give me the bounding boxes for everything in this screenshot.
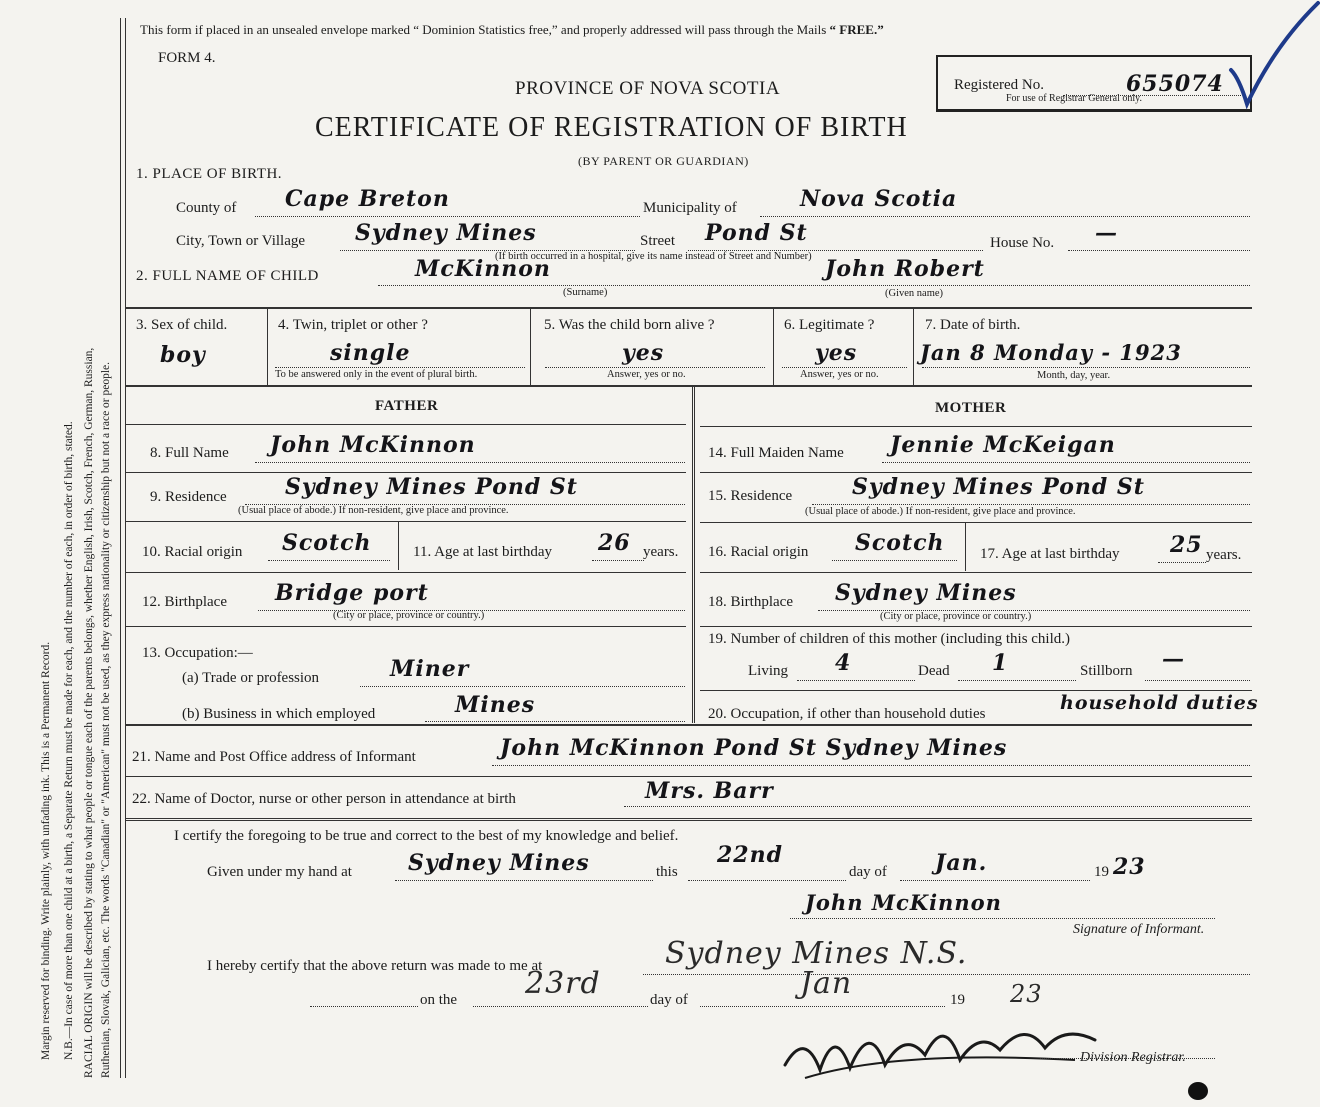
- dob-note: Month, day, year.: [1037, 370, 1111, 381]
- registrar-signature-icon: [775, 1010, 1115, 1085]
- sex-value: boy: [160, 342, 206, 368]
- mother-residence-value: Sydney Mines Pond St: [852, 474, 1145, 500]
- county-value: Cape Breton: [285, 186, 450, 212]
- margin-note-racial-origin: RACIAL ORIGIN will be described by stating to what people or tongue each of the parents belongs, whether English, Irish, Scotch, French, German, Russian,: [83, 347, 95, 1078]
- left-border-inner: [125, 18, 126, 1078]
- dead-line: [958, 680, 1076, 681]
- registered-number-box: [936, 55, 1252, 112]
- county-label: County of: [176, 200, 237, 216]
- registrar-place-line: [643, 974, 1250, 975]
- father-trade-value: Miner: [390, 656, 470, 682]
- reg-month-value: Jan: [800, 966, 853, 1001]
- place-heading: 1. PLACE OF BIRTH.: [136, 166, 283, 182]
- child-surname-value: McKinnon: [415, 256, 551, 282]
- father-rule-5: [126, 626, 686, 627]
- city-value: Sydney Mines: [355, 220, 537, 246]
- given-label: Given under my hand at: [207, 864, 352, 880]
- mother-rule-4: [700, 572, 1252, 573]
- doctor-label: 22. Name of Doctor, nurse or other person in attendance at birth: [132, 791, 516, 807]
- mother-heading: MOTHER: [935, 400, 1007, 416]
- father-race-divider: [398, 522, 399, 570]
- dob-line: [922, 367, 1250, 368]
- registrar-place-value: Sydney Mines N.S.: [665, 936, 968, 971]
- alive-value: yes: [622, 340, 665, 366]
- mother-occupation-value: household duties: [1060, 692, 1259, 714]
- child-name-line: [378, 285, 1250, 286]
- mother-rule-1: [700, 426, 1252, 427]
- father-rule-3: [126, 521, 686, 522]
- father-age-unit: years.: [643, 544, 679, 560]
- informant-value: John McKinnon Pond St Sydney Mines: [500, 735, 1008, 761]
- alive-label: 5. Was the child born alive ?: [544, 317, 715, 333]
- mother-name-label: 14. Full Maiden Name: [708, 445, 844, 461]
- mother-rule-2: [700, 472, 1252, 473]
- child-name-label: 2. FULL NAME OF CHILD: [136, 268, 319, 284]
- father-race-value: Scotch: [282, 530, 372, 556]
- given-place-line: [395, 880, 653, 881]
- facts-top-rule: [126, 307, 1252, 309]
- reg-value: 655074: [1126, 71, 1224, 97]
- alive-note: Answer, yes or no.: [607, 369, 686, 380]
- legitimate-label: 6. Legitimate ?: [784, 317, 875, 333]
- signature-label: Signature of Informant.: [1073, 922, 1205, 937]
- day-line: [688, 880, 846, 881]
- sex-label: 3. Sex of child.: [136, 317, 228, 333]
- child-given-note: (Given name): [885, 288, 944, 299]
- reg-year-prefix: 19: [950, 992, 965, 1008]
- facts-divider-4: [913, 309, 914, 385]
- reg-day-line: [473, 1006, 648, 1007]
- month-value: Jan.: [935, 850, 988, 876]
- father-rule-2: [126, 472, 686, 473]
- dead-value: 1: [992, 650, 1009, 676]
- mother-name-line: [882, 462, 1250, 463]
- twin-label: 4. Twin, triplet or other ?: [278, 317, 428, 333]
- signature-line: [790, 918, 1215, 919]
- municipality-value: Nova Scotia: [800, 186, 958, 212]
- living-line: [797, 680, 915, 681]
- mother-residence-line: [812, 504, 1250, 505]
- mother-birthplace-label: 18. Birthplace: [708, 594, 793, 610]
- month-line: [900, 880, 1090, 881]
- mother-race-label: 16. Racial origin: [708, 544, 809, 560]
- legitimate-value: yes: [815, 340, 858, 366]
- day-of-label: day of: [849, 864, 887, 880]
- dob-label: 7. Date of birth.: [925, 317, 1021, 333]
- twin-line: [275, 367, 525, 368]
- dob-value: Jan 8 Monday - 1923: [920, 340, 1182, 365]
- informant-label: 21. Name and Post Office address of Informant: [132, 749, 416, 765]
- house-label: House No.: [990, 235, 1055, 251]
- facts-divider-2: [530, 309, 531, 385]
- municipality-label: Municipality of: [643, 200, 737, 216]
- day-value: 22nd: [717, 842, 783, 868]
- alive-line: [545, 367, 765, 368]
- house-line: [1068, 250, 1250, 251]
- street-value: Pond St: [705, 220, 808, 246]
- father-heading: FATHER: [375, 398, 439, 414]
- mother-race-value: Scotch: [855, 530, 945, 556]
- year-value: 23: [1113, 854, 1146, 880]
- father-birthplace-label: 12. Birthplace: [142, 594, 227, 610]
- twin-value: single: [330, 340, 411, 366]
- doctor-rule: [126, 818, 1252, 821]
- registrar-statement: I hereby certify that the above return was made to me at: [207, 958, 543, 974]
- mother-birthplace-value: Sydney Mines: [835, 580, 1017, 606]
- on-the-prefix-line: [310, 1006, 418, 1007]
- reg-label: Registered No.: [954, 77, 1044, 93]
- municipality-line: [760, 216, 1250, 217]
- informant-rule: [126, 776, 1252, 777]
- on-the-label: on the: [420, 992, 458, 1008]
- children-count-label: 19. Number of children of this mother (including this child.): [708, 631, 1071, 647]
- father-age-label: 11. Age at last birthday: [413, 544, 552, 560]
- father-age-value: 26: [598, 530, 631, 556]
- county-line: [255, 216, 640, 217]
- mother-occupation-label: 20. Occupation, if other than household duties: [708, 706, 986, 722]
- city-label: City, Town or Village: [176, 233, 306, 249]
- mother-residence-note: (Usual place of abode.) If non-resident, give place and province.: [805, 506, 1076, 517]
- father-birthplace-note: (City or place, province or country.): [333, 610, 485, 621]
- informant-line: [492, 765, 1250, 766]
- doctor-value: Mrs. Barr: [645, 778, 774, 804]
- stillborn-label: Stillborn: [1080, 663, 1133, 679]
- father-name-value: John McKinnon: [270, 432, 476, 458]
- facts-divider-3: [773, 309, 774, 385]
- facts-divider-1: [267, 309, 268, 385]
- child-surname-note: (Surname): [563, 287, 608, 298]
- mother-age-unit: years.: [1206, 547, 1242, 563]
- legitimate-line: [782, 367, 907, 368]
- child-given-value: John Robert: [825, 256, 985, 282]
- certify-statement: I certify the foregoing to be true and correct to the best of my knowledge and belief.: [174, 828, 679, 844]
- this-label: this: [656, 864, 678, 880]
- father-residence-value: Sydney Mines Pond St: [285, 474, 578, 500]
- father-name-line: [255, 462, 685, 463]
- father-age-line: [592, 560, 644, 561]
- father-business-line: [425, 721, 685, 722]
- province-heading: PROVINCE OF NOVA SCOTIA: [515, 78, 781, 99]
- father-occupation-label: 13. Occupation:—: [142, 645, 253, 661]
- reg-month-line: [700, 1006, 945, 1007]
- father-residence-label: 9. Residence: [150, 489, 227, 505]
- mother-rule-6: [700, 690, 1252, 691]
- stillborn-value: —: [1162, 646, 1185, 672]
- house-value: —: [1095, 220, 1118, 246]
- father-rule-4: [126, 572, 686, 573]
- father-trade-line: [360, 686, 685, 687]
- certificate-subtitle: (BY PARENT OR GUARDIAN): [578, 154, 749, 168]
- left-border: [120, 18, 121, 1078]
- father-race-label: 10. Racial origin: [142, 544, 243, 560]
- father-residence-note: (Usual place of abode.) If non-resident, give place and province.: [238, 505, 509, 516]
- doctor-line: [624, 806, 1250, 807]
- registrar-label: Division Registrar.: [1080, 1050, 1186, 1065]
- father-business-value: Mines: [455, 692, 536, 718]
- street-label: Street: [640, 233, 675, 249]
- parents-divider: [692, 387, 695, 723]
- mother-race-line: [832, 560, 957, 561]
- reg-year-value: 23: [1010, 980, 1043, 1008]
- father-trade-label: (a) Trade or profession: [182, 670, 320, 686]
- street-note: (If birth occurred in a hospital, give its name instead of Street and Number): [495, 251, 812, 262]
- stillborn-line: [1145, 680, 1250, 681]
- mother-birthplace-note: (City or place, province or country.): [880, 611, 1032, 622]
- father-business-label: (b) Business in which employed: [182, 706, 376, 722]
- margin-note-racial-origin-2: Ruthenian, Slovak, Galician, etc. The words "Canadian" or "American" must not be used, as they express nationality or citizenship but not a race or people.: [100, 361, 112, 1078]
- reg-note: For use of Registrar General only.: [1006, 93, 1142, 104]
- mother-age-value: 25: [1170, 532, 1203, 558]
- mother-name-value: Jennie McKeigan: [890, 432, 1116, 458]
- mother-rule-3: [700, 522, 1252, 523]
- year-prefix: 19: [1094, 864, 1109, 880]
- living-value: 4: [835, 650, 852, 676]
- informant-signature: John McKinnon: [805, 890, 1002, 915]
- twin-note: To be answered only in the event of plural birth.: [275, 369, 478, 380]
- ink-blot: [1188, 1082, 1208, 1100]
- mail-free: “ FREE.”: [829, 22, 884, 37]
- father-birthplace-value: Bridge port: [275, 580, 429, 606]
- legitimate-note: Answer, yes or no.: [800, 369, 879, 380]
- margin-note-plural-births: N.B.—In case of more than one child at a birth, a Separate Return must be made for each, and the number of each, in order of birth, stated.: [63, 421, 75, 1060]
- mail-note-text: This form if placed in an unsealed envelope marked “ Dominion Statistics free,” and properly addressed will pass through the Mails: [140, 22, 827, 37]
- dead-label: Dead: [918, 663, 950, 679]
- facts-bottom-rule: [126, 385, 1252, 387]
- check-mark-icon: [1225, 0, 1320, 115]
- margin-note-binding: Margin reserved for binding. Write plainly, with unfading ink. This is a Permanent Record.: [40, 641, 52, 1060]
- mother-age-label: 17. Age at last birthday: [980, 546, 1120, 562]
- father-name-label: 8. Full Name: [150, 445, 229, 461]
- mother-age-line: [1158, 562, 1206, 563]
- mother-residence-label: 15. Residence: [708, 488, 793, 504]
- certificate-title: CERTIFICATE OF REGISTRATION OF BIRTH: [315, 112, 908, 143]
- father-rule-1: [126, 424, 686, 425]
- father-race-line: [268, 560, 390, 561]
- reg-day-of-label: day of: [650, 992, 688, 1008]
- reg-day-value: 23rd: [525, 966, 601, 1001]
- given-place-value: Sydney Mines: [408, 850, 590, 876]
- parents-bottom-rule: [126, 724, 1252, 726]
- living-label: Living: [748, 663, 788, 679]
- form-number: FORM 4.: [158, 50, 216, 66]
- mother-race-divider: [965, 523, 966, 571]
- mail-note: [140, 22, 884, 38]
- mother-rule-5: [700, 626, 1252, 627]
